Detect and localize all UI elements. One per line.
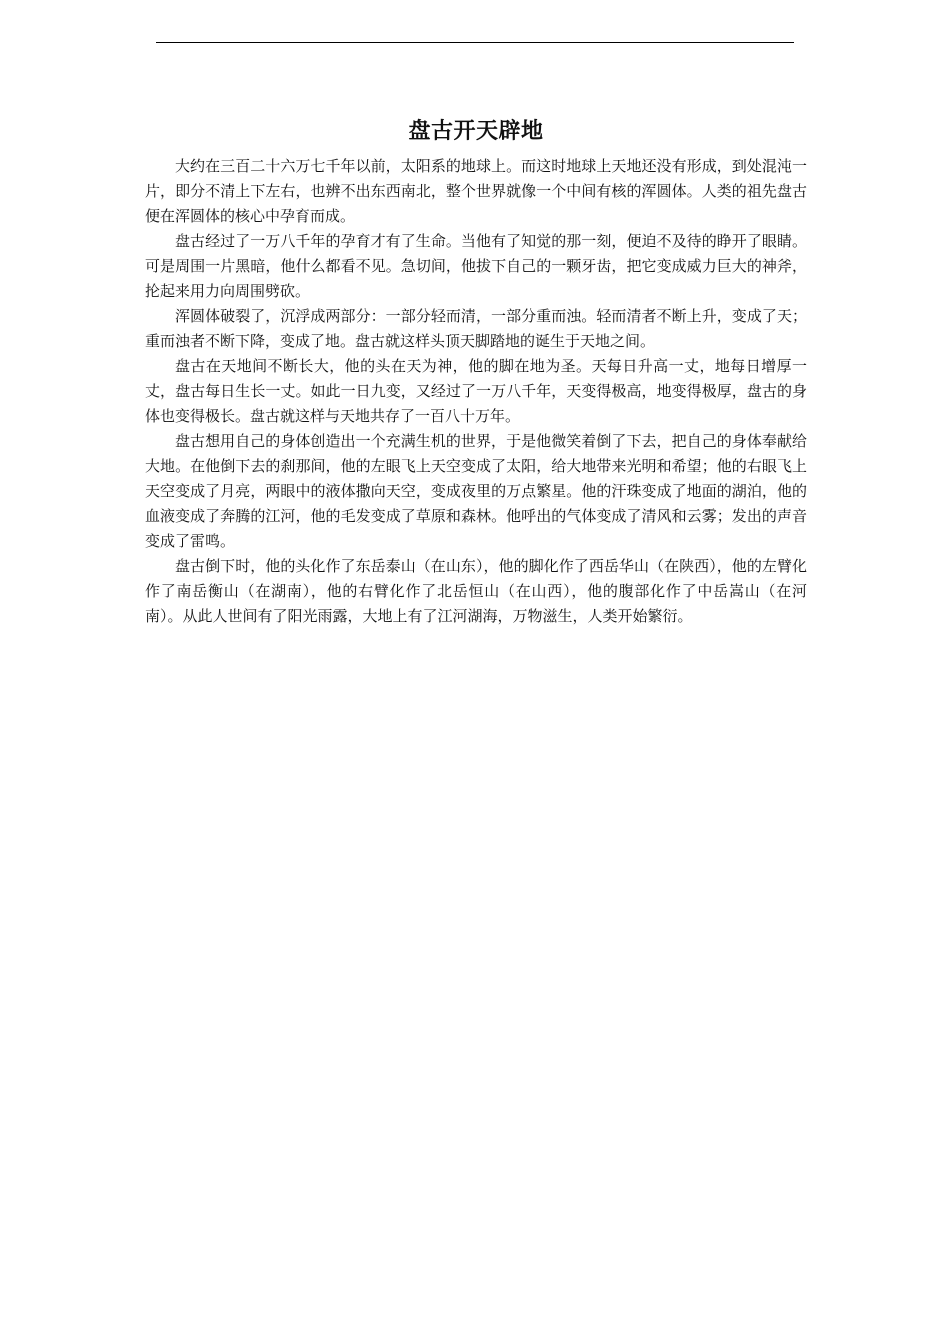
paragraph-1: 大约在三百二十六万七千年以前，太阳系的地球上。而这时地球上天地还没有形成，到处混沌一片，即分不清上下左右，也辨不出东西南北，整个世界就像一个中间有核的浑圆体。人类的祖先盘古便在浑圆体的核心中孕育而成。: [145, 157, 807, 225]
paragraph-5: 盘古想用自己的身体创造出一个充满生机的世界，于是他微笑着倒了下去，把自己的身体奉献给大地。在他倒下去的刹那间，他的左眼飞上天空变成了太阳，给大地带来光明和希望；他的右眼飞上天空变成了月亮，两眼中的液体撒向天空，变成夜里的万点繁星。他的汗珠变成了地面的湖泊，他的血液变成了奔腾的江河，他的毛发变成了草原和森林。他呼出的气体变成了清风和云雾；发出的声音变成了雷鸣。: [145, 432, 807, 550]
document-body: [145, 112, 807, 629]
paragraph-4: 盘古在天地间不断长大，他的头在天为神，他的脚在地为圣。天每日升高一丈，地每日增厚一丈，盘古每日生长一丈。如此一日九变，又经过了一万八千年，天变得极高，地变得极厚，盘古的身体也变得极长。盘古就这样与天地共存了一百八十万年。: [145, 357, 807, 425]
paragraph-6: 盘古倒下时，他的头化作了东岳泰山（在山东），他的脚化作了西岳华山（在陕西），他的左臂化作了南岳衡山（在湖南），他的右臂化作了北岳恒山（在山西），他的腹部化作了中岳嵩山（在河南）。从此人世间有了阳光雨露，大地上有了江河湖海，万物滋生，人类开始繁衍。: [145, 557, 807, 625]
paragraph-2: 盘古经过了一万八千年的孕育才有了生命。当他有了知觉的那一刻，便迫不及待的睁开了眼睛。可是周围一片黑暗，他什么都看不见。急切间，他拔下自己的一颗牙齿，把它变成威力巨大的神斧，抡起来用力向周围劈砍。: [145, 232, 807, 300]
paragraph-3: 浑圆体破裂了，沉浮成两部分：一部分轻而清，一部分重而浊。轻而清者不断上升，变成了天；重而浊者不断下降，变成了地。盘古就这样头顶天脚踏地的诞生于天地之间。: [145, 307, 807, 350]
header-rule: [156, 42, 794, 43]
page-title: 盘古开天辟地: [408, 118, 544, 144]
